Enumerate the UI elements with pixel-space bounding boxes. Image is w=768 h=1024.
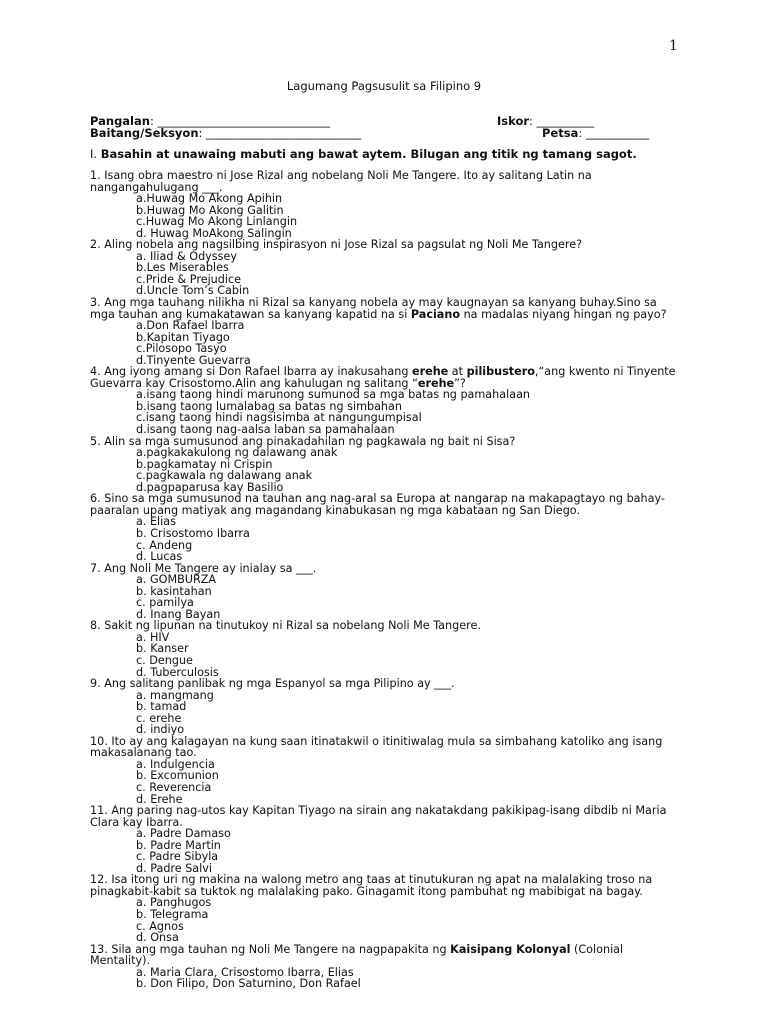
answer-option[interactable]: d. Huwag MoAkong Salingin [136,226,292,240]
question-text-part: 12. Isa itong uri ng makina na walong metro ang taas at tinutukuran ng apat na malalaking troso na pinagkabit-kabit sa tuktok ng malalaking pako. Ginagamit itong pambuhat ng mabibigat na bagay. [90,873,653,898]
question-text [90,170,680,193]
question-text [90,678,680,690]
answer-option[interactable]: c. pamilya [136,596,194,610]
question-item [90,805,680,874]
question-text-part: 13. Sila ang mga tauhan ng Noli Me Tangere na nagpapakita ng [90,942,451,956]
answer-option[interactable]: d. Tuberculosis [136,665,219,679]
question-text-part: 1. Isang obra maestro ni Jose Rizal ang nobelang Noli Me Tangere. Ito ay salitang Latin na nangangahulugang ___. [90,169,592,194]
question-item [90,620,680,678]
question-text-part: 9. Ang salitang panlibak ng mga Espanyol sa mga Pilipino ay ___. [90,677,455,691]
question-text-part: na madalas niyang hingan ng payo? [460,307,667,321]
answer-option[interactable]: c. erehe [136,711,182,725]
question-item [90,366,680,435]
answer-option[interactable]: a. Maria Clara, Crisostomo Ibarra, Elias [136,965,354,979]
answer-option[interactable]: d.isang taong nag-aalsa laban sa pamahalaan [136,423,395,437]
name-label: Pangalan [90,114,150,128]
answer-option[interactable]: d. Lucas [136,550,183,564]
answer-option[interactable]: c.Huwag Mo Akong Linlangin [136,215,298,229]
question-emphasis: erehe [412,365,449,379]
answer-option[interactable]: a.Don Rafael Ibarra [136,319,245,333]
answer-option[interactable]: d.pagpaparusa kay Basilio [136,480,284,494]
answer-option[interactable]: a. Indulgencia [136,757,215,771]
answer-option[interactable]: b.isang taong lumalabag sa batas ng simbahan [136,399,402,413]
question-text-part: 8. Sakit ng lipunan na tinutukoy ni Rizal sa nobelang Noli Me Tangere. [90,619,481,633]
question-emphasis: Kaisipang Kolonyal [450,942,571,956]
grade-section-label: Baitang/Seksyon [90,126,199,140]
answer-option[interactable]: b. Kanser [136,642,189,656]
answer-option[interactable]: a. Panghugos [136,896,212,910]
question-text [90,297,680,320]
answer-option[interactable]: b. tamad [136,700,187,714]
question-text-part: 7. Ang Noli Me Tangere ay inialay sa ___. [90,561,317,575]
question-list [90,170,680,990]
answer-option[interactable]: b. Don Filipo, Don Saturnino, Don Rafael [136,977,361,991]
instructions-text: Basahin at unawaing mabuti ang bawat aytem. Bilugan ang titik ng tamang sagot. [100,147,637,161]
answer-option[interactable]: a. HIV [136,630,170,644]
answer-option[interactable]: d.Tinyente Guevarra [136,353,251,367]
question-item [90,297,680,366]
question-text-part: 6. Sino sa mga sumusunod na tauhan ang nag-aral sa Europa at nangarap na makapagtayo ng bahay-paaralan upang matiyak ang magandang kinabukasan ng mga kabataan ng San Diego. [90,492,665,517]
answer-option[interactable]: d. Padre Salvi [136,861,213,875]
question-emphasis: Paciano [410,307,461,321]
answer-option[interactable]: b.Huwag Mo Akong Galitin [136,203,284,217]
question-text [90,805,680,828]
date-field [542,126,649,140]
answer-option[interactable]: d. Onsa [136,931,179,945]
answer-option[interactable]: a. Iliad & Odyssey [136,249,237,263]
answer-option[interactable]: b.pagkamatay ni Crispin [136,457,273,471]
answer-option[interactable]: b. Crisostomo Ibarra [136,526,250,540]
question-item [90,493,680,562]
answer-option[interactable]: c. Padre Sibyla [136,850,219,864]
answer-option[interactable]: c. Andeng [136,538,193,552]
question-text-part: 3. Ang mga tauhang nilikha ni Rizal sa kanyang nobela ay may kaugnayan sa kanyang buhay.Sino sa mga tauhan ang kumakatawan sa kanyang kapatid na si [90,296,657,321]
answer-option[interactable]: a.Huwag Mo Akong Apihin [136,192,283,206]
name-blank: : ______________________________ [149,114,330,128]
question-text-part: 11. Ang paring nag-utos kay Kapitan Tiyago na sirain ang nakatakdang pakikipag-isang dibdib ni Maria Clara kay Ibarra. [90,804,667,829]
answer-option[interactable]: c. Agnos [136,919,184,933]
answer-option[interactable]: d.Uncle Tom’s Cabin [136,284,250,298]
answer-option[interactable]: d. Inang Bayan [136,607,221,621]
answer-option[interactable]: b.Kapitan Tiyago [136,330,230,344]
answer-option[interactable]: c.Pride & Prejudice [136,272,242,286]
score-blank: : __________ [529,114,595,128]
answer-option[interactable]: d. Erehe [136,792,183,806]
question-text-part: 4. Ang iyong amang si Don Rafael Ibarra ay inakusahang [90,365,412,379]
question-item [90,874,680,943]
question-item [90,436,680,494]
answer-option[interactable]: b. Padre Martin [136,838,221,852]
question-text [90,874,680,897]
question-text [90,366,680,389]
answer-option[interactable]: a. mangmang [136,688,214,702]
question-item [90,239,680,297]
answer-option[interactable]: a. GOMBURZA [136,573,217,587]
answer-option[interactable]: a. Elias [136,515,176,529]
question-text-part: 5. Alin sa mga sumusunod ang pinakadahilan ng pagkawala ng bait ni Sisa? [90,434,516,448]
question-text [90,736,680,759]
question-text [90,493,680,516]
question-item [90,944,680,990]
answer-option[interactable]: a.pagkakakulong ng dalawang anak [136,446,338,460]
answer-option[interactable]: c.isang taong hindi nagsisimba at nangungumpisal [136,411,422,425]
question-item [90,170,680,239]
question-item [90,678,680,736]
question-emphasis: erehe [417,376,455,390]
date-blank: : ___________ [578,126,650,140]
question-text-part: ”? [454,376,466,390]
answer-option[interactable]: a. Padre Damaso [136,827,231,841]
grade-section-blank: : ___________________________ [198,126,362,140]
answer-option[interactable]: c. Dengue [136,653,193,667]
question-text-part: at [448,365,467,379]
score-label: Iskor [497,114,530,128]
grade-section-field [90,126,361,140]
question-text-part: (Colonial Mentality). [90,942,624,968]
page-number: 1 [669,38,678,54]
section-numeral: I. [90,147,101,161]
question-text [90,944,680,967]
answer-option[interactable]: c.Pilosopo Tasyo [136,342,227,356]
instructions [90,147,637,161]
question-text-part: 10. Ito ay ang kalagayan na kung saan itinatakwil o itinitiwalag mula sa simbahang katoliko ang isang makasalanang tao. [90,734,663,760]
question-emphasis: pilibustero [466,365,535,379]
answer-option[interactable]: b. kasintahan [136,584,212,598]
answer-option[interactable]: d. indiyo [136,723,185,737]
answer-option[interactable]: b. Excomunion [136,769,219,783]
date-label: Petsa [542,126,579,140]
answer-option[interactable]: c.pagkawala ng dalawang anak [136,469,313,483]
answer-option[interactable]: b. Telegrama [136,908,209,921]
page-title: Lagumang Pagsusulit sa Filipino 9 [286,79,482,93]
question-text-part: 2. Aling nobela ang nagsilbing inspirasyon ni Jose Rizal sa pagsulat ng Noli Me Tangere? [90,238,583,252]
answer-option[interactable]: b.Les Miserables [136,261,229,275]
question-text-part: ,“ang kwento ni Tinyente Guevarra kay Crisostomo.Alin ang kahulugan ng salitang “ [90,365,676,390]
answer-option[interactable]: c. Reverencia [136,780,212,794]
question-item [90,563,680,621]
answer-option[interactable]: a.isang taong hindi marunong sumunod sa mga batas ng pamahalaan [136,388,531,402]
question-text [90,620,680,632]
question-item [90,736,680,805]
